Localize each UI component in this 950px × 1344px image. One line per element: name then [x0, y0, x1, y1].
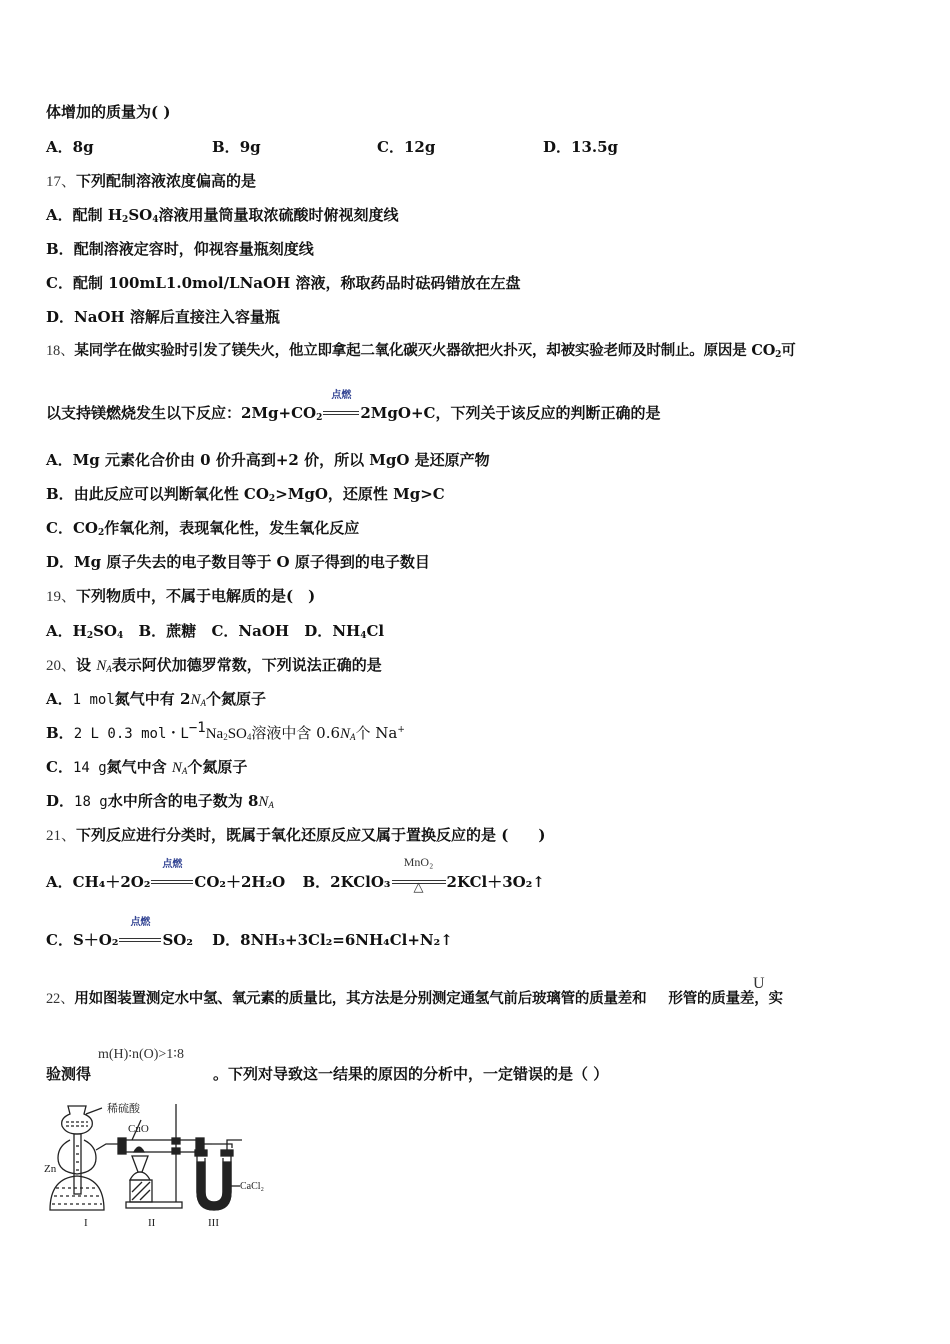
question-stem: 某同学在做实验时引发了镁失火，他立即拿起二氧化碳灭火器欲把火扑灭，却被实验老师及时制止。原因是 CO [74, 342, 776, 359]
option-text: >MgO，还原性 Mg>C [275, 485, 445, 503]
question-stem: 用如图装置测定水中氢、氧元素的质量比，其方法是分别测定通氢气前后玻璃管的质量差和 [74, 990, 647, 1007]
option-label: D． [304, 622, 333, 640]
q21-options-ab [46, 855, 545, 895]
reaction-condition-arrow [151, 859, 193, 892]
question-number: 18、 [46, 343, 75, 359]
apparatus-iii-label: III [208, 1217, 219, 1229]
subscript: A [200, 698, 206, 708]
option-text: Mg 元素化合价由 0 价升高到+2 价，所以 MgO 是还原产物 [72, 451, 490, 469]
q18-option-d[interactable] [46, 552, 430, 572]
option-text: 1 mol [72, 692, 115, 708]
subscript: A [268, 800, 274, 810]
option-label: A． [46, 622, 73, 640]
catalyst-label: MnO₂ [403, 855, 434, 869]
question-stem: 形管的质量差，实 [668, 990, 783, 1007]
option-label: C． [46, 758, 73, 776]
subscript: 4 [152, 215, 159, 225]
subscript: A [106, 664, 112, 674]
option-text: 9g [239, 138, 261, 156]
condition-label: 点燃 [331, 390, 352, 401]
option-text: NaOH 溶解后直接注入容量瓶 [74, 308, 280, 326]
option-label: C． [46, 931, 73, 949]
q17-stem [46, 171, 256, 192]
q16-stem-text: 体增加的质量为( ) [46, 103, 171, 121]
q16-options [46, 137, 906, 157]
equals-sign [151, 880, 193, 884]
subscript: 2 [223, 732, 228, 742]
question-stem: 2MgO+C，下列关于该反应的判断正确的是 [360, 404, 661, 422]
option-text: 13.5g [571, 138, 619, 156]
option-label: D． [46, 792, 75, 810]
option-text: NaOH [238, 622, 290, 640]
cuo-label: CuO [128, 1123, 149, 1135]
mass-ratio-expression: m(H)∶n(O)>1∶8 [98, 1047, 184, 1062]
q21-option-a[interactable] [46, 859, 286, 891]
subscript: 4 [360, 631, 367, 641]
lab-apparatus-diagram [44, 1100, 274, 1230]
subscript: 4 [246, 732, 252, 742]
q16-option-d[interactable] [543, 137, 618, 157]
q18-stem-line2 [46, 390, 661, 423]
q16-stem-tail [46, 102, 170, 122]
question-stem: 下列配制溶液浓度偏高的是 [76, 172, 257, 190]
q16-option-b[interactable] [212, 137, 261, 157]
equation-lhs: 2KClO₃ [330, 873, 391, 891]
equals-sign [119, 938, 161, 942]
question-stem: 下列反应进行分类时，既属于氧化还原反应又属于置换反应的是 ( ) [76, 826, 546, 844]
question-stem: 下列物质中，不属于电解质的是( ) [76, 587, 316, 605]
q21-option-b[interactable] [302, 855, 545, 895]
q19-stem [46, 586, 315, 607]
subscript: 2 [268, 494, 276, 504]
option-text: 18 g [74, 794, 108, 810]
q19-option-d[interactable] [304, 622, 384, 640]
option-label: B． [46, 485, 74, 503]
q21-options-cd [46, 917, 453, 950]
reaction-condition-arrow [119, 917, 161, 950]
q21-option-d[interactable] [212, 931, 453, 949]
option-label: C． [211, 622, 239, 640]
avogadro-symbol: N [190, 692, 201, 708]
question-stem: 设 [76, 656, 97, 674]
option-text: Na [205, 726, 224, 742]
condition-label: 点燃 [162, 859, 183, 870]
q21-option-c[interactable] [46, 917, 193, 949]
option-text: 溶液中含 0.6 [251, 724, 341, 742]
option-text: 氮气中有 2 [114, 690, 191, 708]
equation-lhs: CH₄＋2O₂ [72, 873, 151, 891]
question-stem: 表示阿伏加德罗常数，下列说法正确的是 [111, 656, 382, 674]
equation-lhs: S＋O₂ [72, 931, 119, 949]
option-text: 12g [403, 138, 436, 156]
question-number: 21、 [46, 828, 77, 844]
option-text: SO [128, 206, 153, 224]
q19-options [46, 621, 384, 641]
equation-rhs: SO₂ [162, 931, 193, 949]
option-label: B． [302, 873, 331, 891]
option-text: SO [93, 622, 117, 640]
cacl2-label: CaCl₂ [240, 1181, 265, 1192]
q22-stem-line1 [46, 989, 783, 1009]
avogadro-symbol: N [96, 658, 107, 674]
equation-rhs: 2KCl＋3O₂↑ [446, 873, 545, 891]
zn-label: Zn [44, 1163, 57, 1175]
q20-option-c[interactable] [46, 757, 247, 778]
question-stem: 验测得 [46, 1065, 92, 1083]
question-stem: 。下列对导致这一结果的原因的分析中，一定错误的是（ ） [213, 1065, 609, 1083]
question-number: 22、 [46, 991, 75, 1007]
q18-stem-line1 [46, 341, 796, 361]
q20-stem [46, 655, 382, 676]
option-label: D． [543, 138, 572, 156]
q17-option-b[interactable] [46, 239, 314, 259]
option-text: Mg 原子失去的电子数目等于 O 原子得到的电子数目 [74, 553, 430, 571]
option-text: 配制 H [72, 206, 123, 224]
avogadro-symbol: N [340, 726, 351, 742]
apparatus-figure [44, 1100, 274, 1230]
option-label: C． [377, 138, 404, 156]
u-symbol: U [753, 975, 765, 992]
option-text: 8NH₃+3Cl₂=6NH₄Cl+N₂↑ [240, 931, 453, 949]
option-text: 溶液用量筒量取浓硫酸时俯视刻度线 [158, 206, 399, 224]
apparatus-ii-label: II [148, 1217, 156, 1229]
q20-option-a[interactable] [46, 689, 266, 710]
avogadro-symbol: N [171, 760, 182, 776]
option-text: 氮气中含 [106, 758, 172, 776]
q20-option-d[interactable] [46, 791, 274, 812]
question-stem: 以支持镁燃烧发生以下反应：2Mg+CO [46, 404, 317, 422]
subscript: A [181, 766, 188, 776]
option-text: H [72, 622, 87, 640]
reaction-condition-arrow [392, 855, 446, 895]
option-label: B． [46, 724, 74, 742]
avogadro-symbol: N [258, 794, 269, 810]
reaction-condition-arrow [323, 390, 359, 423]
option-label: C． [46, 519, 73, 537]
q19-option-c[interactable] [211, 622, 289, 640]
subscript: 2 [775, 350, 782, 360]
option-text: Cl [366, 622, 385, 640]
option-label: D． [46, 553, 75, 571]
option-text: 8g [72, 138, 94, 156]
q18-option-a[interactable] [46, 450, 490, 470]
q18-option-b[interactable] [46, 484, 445, 504]
q18-option-c[interactable] [46, 518, 359, 538]
q19-option-b[interactable] [139, 622, 197, 640]
heat-triangle-icon: △ [413, 880, 424, 895]
option-label: B． [46, 240, 74, 258]
option-label: A． [46, 873, 73, 891]
subscript: A [350, 732, 356, 742]
subscript: 2 [97, 528, 105, 538]
q21-stem [46, 825, 545, 846]
option-label: D． [212, 931, 241, 949]
apparatus-i-label: I [84, 1217, 88, 1229]
option-text: 个氮原子 [187, 758, 248, 776]
question-number: 19、 [46, 589, 77, 605]
q17-option-a[interactable] [46, 205, 399, 225]
question-number: 20、 [46, 658, 77, 674]
option-label: A． [46, 451, 73, 469]
option-text: CO [72, 519, 98, 537]
subscript: 2 [122, 215, 129, 225]
option-label: D． [46, 308, 75, 326]
option-text: SO [227, 726, 247, 742]
option-text: 个 Na [355, 724, 398, 742]
q22-stem-line2 [46, 1064, 608, 1084]
option-text: 蔗糖 [166, 622, 197, 640]
option-label: A． [46, 138, 73, 156]
q16-option-a[interactable] [46, 137, 94, 157]
subscript: 2 [316, 413, 323, 423]
option-text: 由此反应可以判断氧化性 CO [73, 485, 269, 503]
option-text: 14 g [72, 760, 107, 776]
superscript: −1 [188, 720, 206, 736]
option-label: B． [138, 622, 167, 640]
option-text: 水中所含的电子数为 8 [107, 792, 259, 810]
dilute-sulfuric-acid-label: 稀硫酸 [107, 1102, 140, 1115]
option-label: A． [46, 206, 73, 224]
superscript: + [397, 725, 405, 735]
option-text: 作氧化剂，表现氧化性，发生氧化反应 [104, 519, 360, 537]
option-label: C． [46, 274, 73, 292]
condition-label: 点燃 [130, 917, 151, 928]
q17-option-c[interactable] [46, 273, 521, 293]
equals-sign [323, 411, 359, 415]
question-stem: 可 [781, 342, 796, 359]
question-number: 17、 [46, 174, 77, 190]
option-text: 配制溶液定容时，仰视容量瓶刻度线 [73, 240, 314, 258]
option-text: NH [332, 622, 361, 640]
option-label: A． [46, 690, 73, 708]
q16-option-c[interactable] [377, 137, 435, 157]
option-text: 2 L 0.3 mol・L [73, 726, 189, 742]
option-text: 个氮原子 [205, 690, 266, 708]
subscript: 4 [117, 631, 124, 641]
q17-option-d[interactable] [46, 307, 280, 327]
q19-option-a[interactable] [46, 622, 123, 640]
q20-option-b[interactable] [46, 720, 405, 744]
option-label: B． [212, 138, 240, 156]
subscript: 2 [86, 631, 94, 641]
option-text: 配制 100mL1.0mol/LNaOH 溶液，称取药品时砝码错放在左盘 [72, 274, 521, 292]
equation-rhs: CO₂＋2H₂O [194, 873, 286, 891]
